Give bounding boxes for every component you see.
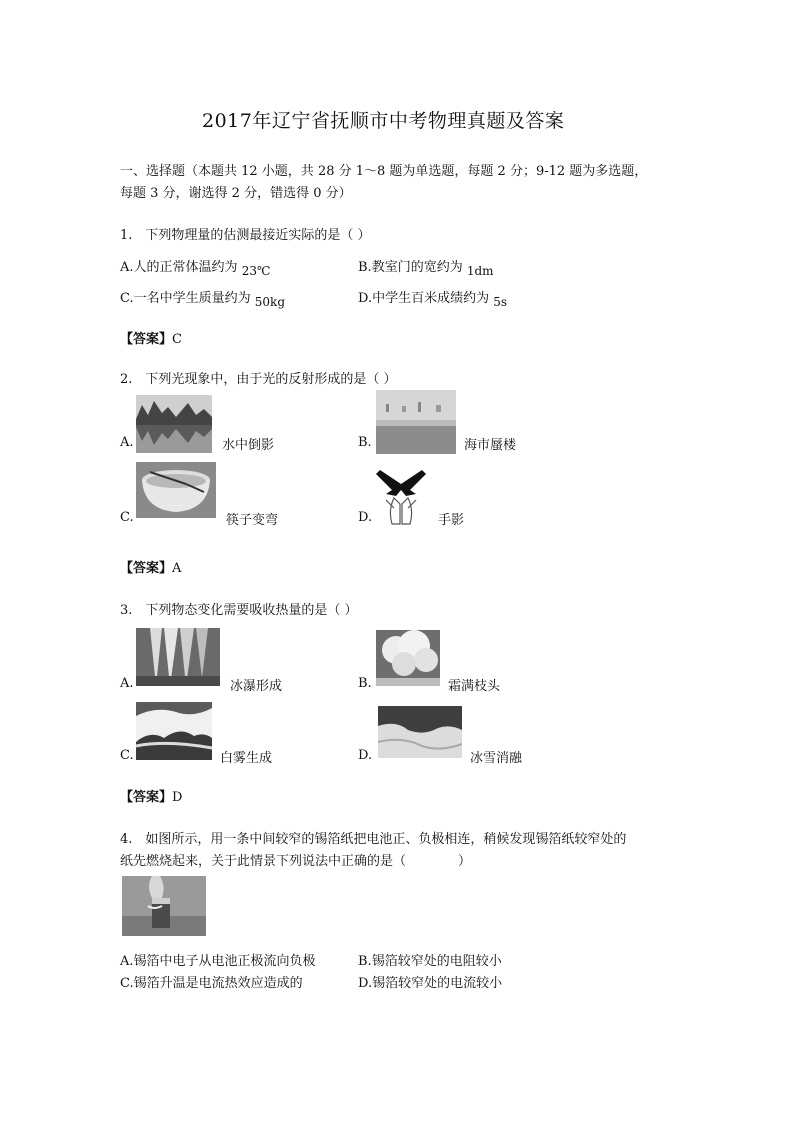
option-text: 锡箔较窄处的电阻较小 — [371, 954, 502, 969]
option-text: 锡箔升温是电流热效应造成的 — [133, 976, 303, 991]
option-letter: D. — [358, 976, 373, 991]
q3-answer — [120, 786, 182, 805]
option-text: 中学生百米成绩约为 — [372, 291, 490, 306]
question-4-stem-line1: 4. 如图所示，用一条中间较窄的锡箔纸把电池正、负极相连，稍候发现锡箔纸较窄处的 — [120, 832, 627, 847]
frost-branches-image — [376, 630, 440, 686]
reflection-lake-image — [136, 395, 212, 453]
answer-value: D — [172, 790, 183, 805]
option-text: 锡箔较窄处的电流较小 — [372, 976, 503, 991]
page-title: 2017年辽宁省抚顺市中考物理真题及答案 — [202, 110, 565, 132]
q3-option-b-text: 霜满枝头 — [448, 679, 501, 694]
option-letter: D. — [358, 291, 373, 306]
q3-option-d-letter: D. — [358, 748, 373, 763]
option-text: 锡箔中电子从电池正极流向负极 — [133, 954, 316, 969]
q4-option-c — [120, 972, 303, 991]
fog-mountains-image — [136, 702, 212, 760]
q3-option-c-text: 白雾生成 — [220, 751, 273, 766]
q2-option-b-letter: B. — [358, 435, 372, 450]
option-value: 50kg — [254, 295, 286, 309]
option-text: 一名中学生质量约为 — [133, 291, 251, 306]
hand-shadow-image — [372, 464, 430, 528]
q3-option-a-letter: A. — [120, 676, 134, 691]
q3-option-b-letter: B. — [358, 676, 372, 691]
section-heading-line1: 一、选择题（本题共 12 小题，共 28 分 1～8 题为单选题，每题 2 分；9-12 题为多选题， — [120, 164, 648, 179]
mirage-image — [376, 390, 456, 454]
q4-option-b — [358, 950, 502, 969]
q1-option-a — [120, 256, 271, 278]
q1-answer — [120, 328, 182, 347]
q3-option-c-letter: C. — [120, 748, 134, 763]
question-3-stem: 3. 下列物态变化需要吸收热量的是（ ） — [120, 603, 358, 618]
q2-answer — [120, 557, 181, 576]
q4-option-a — [120, 950, 316, 969]
option-letter: A. — [120, 954, 134, 969]
option-value: 23℃ — [241, 264, 271, 278]
option-letter: C. — [120, 976, 134, 991]
q2-option-c-letter: C. — [120, 510, 134, 525]
q3-option-a-text: 冰瀑形成 — [230, 679, 283, 694]
q2-option-d-letter: D. — [358, 510, 373, 525]
q1-option-c — [120, 287, 286, 309]
bent-chopsticks-bowl-image — [136, 462, 216, 518]
battery-foil-image — [122, 876, 206, 936]
section-heading-line2: 每题 3 分，谢选得 2 分，错选得 0 分） — [120, 186, 352, 201]
option-letter: B. — [358, 260, 372, 275]
frozen-waterfall-image — [136, 628, 220, 686]
q3-option-d-text: 冰雪消融 — [470, 751, 523, 766]
answer-value: C — [172, 332, 182, 347]
option-letter: C. — [120, 291, 134, 306]
option-value: 1dm — [466, 264, 494, 278]
melting-ice-image — [378, 706, 462, 758]
q1-option-b — [358, 256, 494, 278]
option-letter: A. — [120, 260, 134, 275]
question-1-stem: 1. 下列物理量的估测最接近实际的是（ ） — [120, 228, 371, 243]
option-text: 人的正常体温约为 — [133, 260, 238, 275]
answer-value: A — [172, 561, 182, 576]
question-4-stem-line2: 纸先燃烧起来，关于此情景下列说法中正确的是（ ） — [120, 854, 472, 869]
answer-label: 【答案】 — [120, 332, 173, 347]
answer-label: 【答案】 — [120, 790, 173, 805]
answer-label: 【答案】 — [120, 561, 173, 576]
option-text: 教室门的宽约为 — [371, 260, 463, 275]
option-letter: B. — [358, 954, 372, 969]
option-value: 5s — [493, 295, 508, 309]
q2-option-a-letter: A. — [120, 435, 134, 450]
q2-option-b-text: 海市蜃楼 — [464, 438, 517, 453]
q4-option-d — [358, 972, 502, 991]
q2-option-a-text: 水中倒影 — [222, 438, 275, 453]
q1-option-d — [358, 287, 508, 309]
q2-option-c-text: 筷子变弯 — [226, 513, 279, 528]
q2-option-d-text: 手影 — [438, 513, 465, 528]
question-2-stem: 2. 下列光现象中，由于光的反射形成的是（ ） — [120, 372, 397, 387]
